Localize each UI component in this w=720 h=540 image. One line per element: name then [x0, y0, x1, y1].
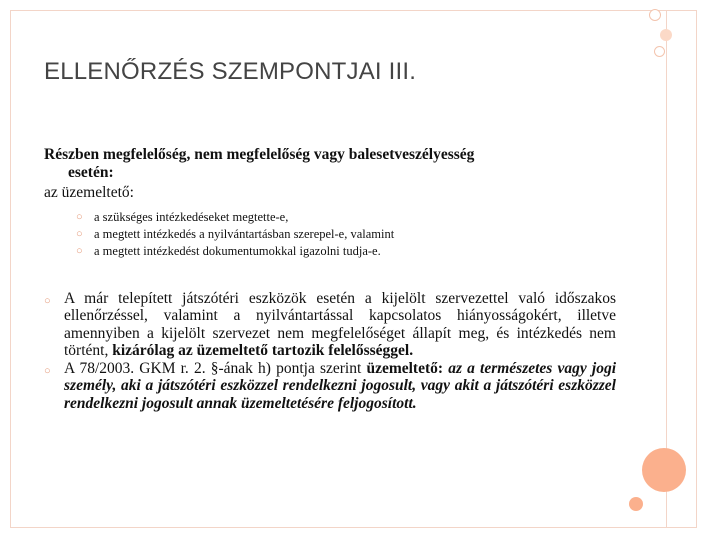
- decorative-circle-icon: [642, 448, 686, 492]
- decorative-circle-icon: [649, 9, 661, 21]
- list-item: [76, 243, 596, 260]
- term-text: üzemeltető:: [366, 360, 444, 378]
- operator-label: az üzemeltető:: [44, 184, 134, 201]
- list-item-text: a megtett intézkedés a nyilvántartásban szerepel-e, valamint: [94, 227, 395, 241]
- paragraph-text: A már telepített játszótéri eszközök esetén a kijelölt szervezettel való időszakos ellenőrzéssel, valamint a nyilvántartással kapcsolatos hiányosságokért, illetve amennyiben a kijelölt szervezet nem megfelelőséget állapít meg, és intézkedés nem történt,: [64, 290, 616, 359]
- bullet-circle-icon: ○: [44, 295, 51, 307]
- paragraph-text: A 78/2003. GKM r. 2. §-ának h) pontja szerint: [64, 360, 362, 378]
- page-title: ELLENŐRZÉS SZEMPONTJAI III.: [44, 58, 417, 85]
- list-item-text: [64, 360, 616, 412]
- decorative-circle-icon: [629, 497, 643, 511]
- intro-block: [44, 146, 624, 202]
- list-item-text: a megtett intézkedést dokumentumokkal igazolni tudja-e.: [94, 244, 381, 258]
- bullet-circle-icon: ○: [76, 245, 83, 257]
- list-item: [76, 209, 596, 226]
- bullet-circle-icon: ○: [76, 211, 83, 223]
- list-item: [76, 226, 596, 243]
- main-bullet-list: [44, 290, 616, 412]
- intro-heading: Részben megfelelőség, nem megfelelőség vagy balesetveszélyesség: [44, 146, 475, 163]
- slide-frame: [10, 10, 697, 528]
- decorative-circle-icon: [654, 46, 665, 57]
- list-item-text: a szükséges intézkedéseket megtette-e,: [94, 210, 289, 224]
- emphasis-text: kizárólag az üzemeltető tartozik felelősséggel.: [112, 341, 414, 359]
- intro-heading-continuation: esetén:: [68, 164, 114, 181]
- decorative-circle-icon: [660, 29, 672, 41]
- bullet-circle-icon: ○: [44, 365, 51, 378]
- sub-bullet-list: [76, 209, 596, 260]
- definition-text: az a természetes vagy jogi személy, aki a játszótéri eszközzel rendelkezni jogosult, vagy akit a játszótéri eszközzel rendelkezni jogosult annak üzemeltetésére feljogosított.: [64, 360, 617, 412]
- list-item: [44, 360, 616, 412]
- bullet-circle-icon: ○: [76, 228, 83, 240]
- list-item: [44, 290, 616, 359]
- list-item-text: [64, 290, 616, 359]
